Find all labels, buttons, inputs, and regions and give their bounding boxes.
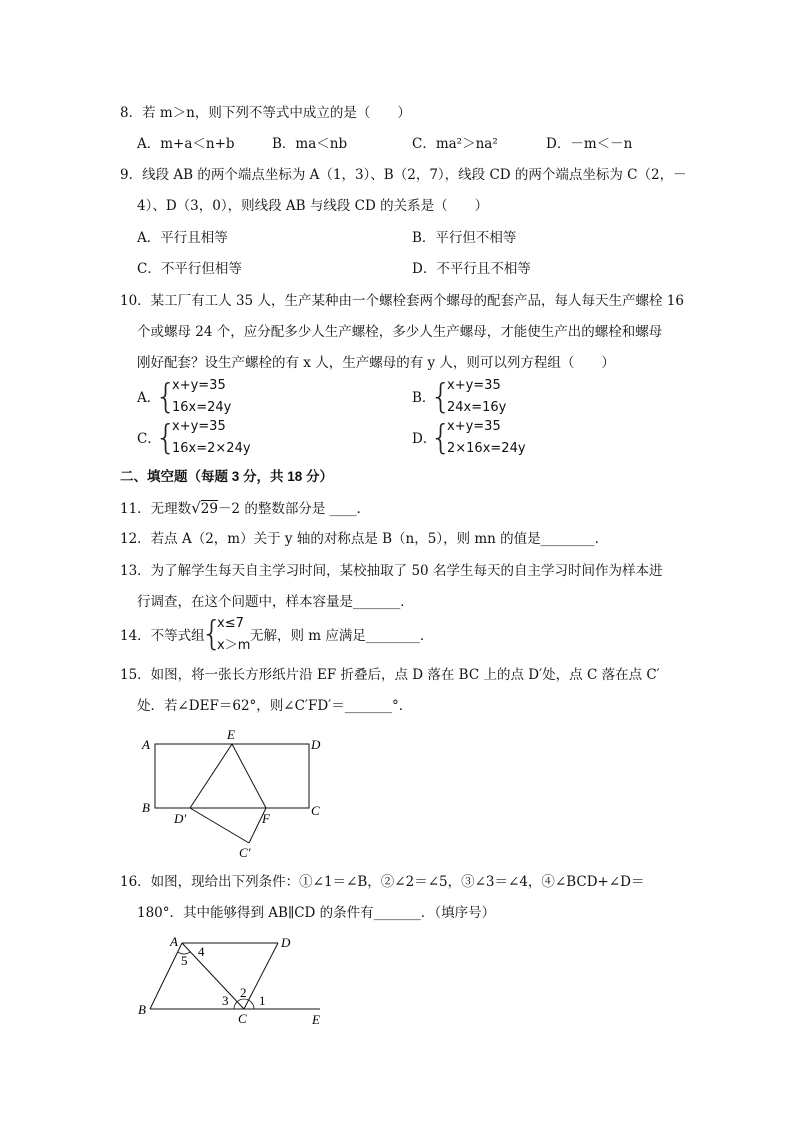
q16-angle-arc-c <box>234 999 254 1009</box>
q10-option-d-label: D． <box>412 431 437 447</box>
q15-rectangle <box>155 744 309 808</box>
q15-fold-ef <box>232 744 266 808</box>
q10-line1: 10．某工厂有工人 35 人，生产某种由一个螺栓套两个螺母的配套产品，每人每天生产螺栓 16 <box>120 293 684 309</box>
q10-option-a-brace: { <box>155 377 177 417</box>
q10-option-d-eq1: x+y=35 <box>447 419 501 434</box>
q15-label-a: A <box>142 737 150 752</box>
q9-option-d: D．不平行且不相等 <box>412 261 531 277</box>
q16-label-a: A <box>170 934 178 949</box>
q15-line2: 处．若∠DEF＝62°，则∠C′FD′＝_______°． <box>137 698 413 714</box>
q14-eq1: x≤7 <box>217 616 244 631</box>
q10-option-b-brace: { <box>430 377 452 417</box>
q16-label-e: E <box>312 1012 320 1027</box>
q8-option-c: C．ma²＞na² <box>412 136 498 152</box>
q16-angle-2: 2 <box>240 985 247 1000</box>
q11-radicand: 29 <box>200 501 218 517</box>
q15-label-cprime: C′ <box>239 845 251 860</box>
q16-line1: 16．如图，现给出下列条件：①∠1＝∠B，②∠2＝∠5，③∠3＝∠4，④∠BCD+∠D＝ <box>120 874 645 890</box>
q15-label-b: B <box>142 800 150 815</box>
q16-angle-5: 5 <box>181 953 188 968</box>
q15-label-dprime: D′ <box>174 811 187 826</box>
q16-figure <box>130 930 340 1030</box>
q10-option-a-label: A． <box>137 390 161 406</box>
q11-post: －2 的整数部分是 ____． <box>217 501 371 517</box>
q16-angle-3: 3 <box>222 993 229 1008</box>
q8-option-d: D．－m＜－n <box>546 136 633 152</box>
q8-stem: 8．若 m＞n，则下列不等式中成立的是（ ） <box>120 105 411 121</box>
q15-label-c: C <box>311 803 320 818</box>
q15-label-f: F <box>262 811 270 826</box>
q10-option-d-eq2: 2×16x=24y <box>447 441 526 456</box>
q16-angle-4: 4 <box>198 944 205 959</box>
q10-option-b-eq1: x+y=35 <box>447 378 501 393</box>
q16-line-ac <box>182 943 244 1009</box>
q14-eq2: x＞m <box>217 638 251 653</box>
q13-line2: 行调查，在这个问题中，样本容量是_______． <box>137 594 414 610</box>
q16-label-d: D <box>281 935 291 950</box>
q13-line1: 13．为了解学生每天自主学习时间，某校抽取了 50 名学生每天的自主学习时间作为样本进 <box>120 563 663 579</box>
q9-option-b: B．平行但不相等 <box>412 230 517 246</box>
q11-pre: 11．无理数 <box>120 501 192 517</box>
q10-line2: 个或螺母 24 个，应分配多少人生产螺栓，多少人生产螺母，才能使生产出的螺栓和螺母 <box>137 324 663 340</box>
q10-option-d-brace: { <box>430 418 452 458</box>
q14-pre: 14．不等式组 <box>120 628 205 644</box>
q10-option-c-label: C． <box>137 431 161 447</box>
q9-line1: 9．线段 AB 的两个端点坐标为 A（1，3）、B（2，7），线段 CD 的两个端点坐标为 C（2，－ <box>120 167 687 183</box>
q16-label-b: B <box>138 1002 146 1017</box>
q16-label-c: C <box>238 1011 247 1026</box>
q11 <box>120 499 370 518</box>
q15-figure <box>130 725 330 865</box>
q14-brace: { <box>201 614 223 654</box>
q15-line1: 15．如图，将一张长方形纸片沿 EF 折叠后，点 D 落在 BC 上的点 D′处，点 C 落在点 C′ <box>120 667 660 683</box>
q8-option-a: A．m+a＜n+b <box>137 136 235 152</box>
q10-option-a-eq2: 16x=24y <box>172 400 232 415</box>
q10-line3: 刚好配套？设生产螺栓的有 x 人，生产螺母的有 y 人，则可以列方程组（ ） <box>137 355 615 371</box>
q15-label-d: D <box>311 737 321 752</box>
sqrt-sign: √ <box>191 499 201 517</box>
section-title: 二、填空题（每题 3 分，共 18 分） <box>120 469 334 484</box>
q15-label-e: E <box>227 727 235 742</box>
q12: 12．若点 A（2，m）关于 y 轴的对称点是 B（n，5），则 mn 的值是________． <box>120 531 609 547</box>
q15-fold-dc <box>190 808 249 843</box>
q16-line2: 180°．其中能够得到 AB∥CD 的条件有_______．（填序号） <box>137 905 496 921</box>
q10-option-a-eq1: x+y=35 <box>172 378 226 393</box>
q9-option-c: C．不平行但相等 <box>137 261 242 277</box>
q9-option-a: A．平行且相等 <box>137 230 228 246</box>
q16-angle-1: 1 <box>259 993 266 1008</box>
q8-option-b: B．ma＜nb <box>272 136 348 152</box>
q16-line-ab <box>150 943 182 1009</box>
q14-post: 无解，则 m 应满足________． <box>250 628 434 644</box>
q10-option-c-brace: { <box>155 418 177 458</box>
q10-option-b-eq2: 24x=16y <box>447 400 507 415</box>
q10-option-c-eq1: x+y=35 <box>172 419 226 434</box>
q15-fold-ed <box>190 744 232 808</box>
q10-option-c-eq2: 16x=2×24y <box>172 441 251 456</box>
q9-line2: 4）、D（3，0），则线段 AB 与线段 CD 的关系是（ ） <box>137 198 489 214</box>
q10-option-b-label: B． <box>412 390 436 406</box>
